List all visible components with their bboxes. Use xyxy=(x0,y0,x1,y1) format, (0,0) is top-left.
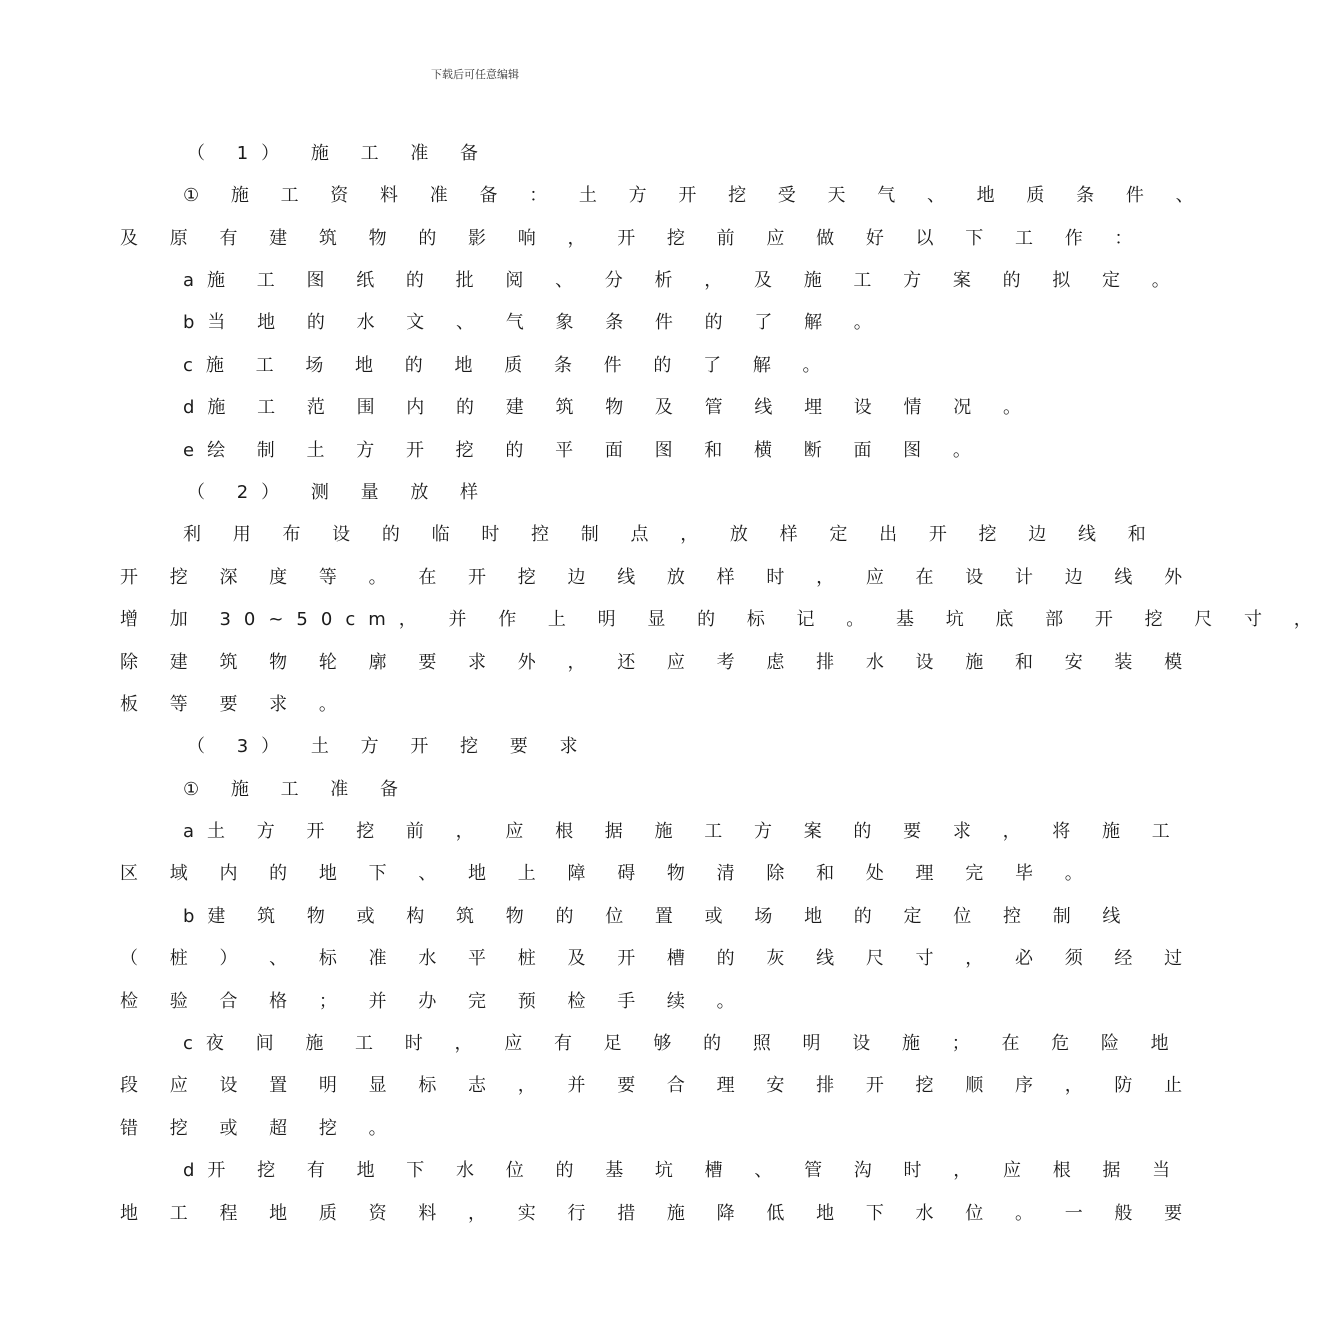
paragraph-line: 段 应 设 置 明 显 标 志 ， 并 要 合 理 安 排 开 挖 顺 序 ， 防 止 xyxy=(120,1075,1196,1096)
subsection-heading: ① 施 工 准 备 xyxy=(183,779,412,800)
paragraph-line: b建 筑 物 或 构 筑 物 的 位 置 或 场 地 的 定 位 控 制 线 xyxy=(183,906,1134,927)
paragraph-line: 区 域 内 的 地 下 、 地 上 障 碍 物 清 除 和 处 理 完 毕 。 xyxy=(120,863,1096,884)
list-item: e绘 制 土 方 开 挖 的 平 面 图 和 横 断 面 图 。 xyxy=(183,440,984,461)
paragraph-line: 除 建 筑 物 轮 廓 要 求 外 ， 还 应 考 虑 排 水 设 施 和 安 装 模 xyxy=(120,652,1196,673)
section-heading-2: （ 2） 测 量 放 样 xyxy=(187,482,492,503)
list-item: d施 工 范 围 内 的 建 筑 物 及 管 线 埋 设 情 况 。 xyxy=(183,397,1034,418)
paragraph-line: 及 原 有 建 筑 物 的 影 响 ， 开 挖 前 应 做 好 以 下 工 作 ： xyxy=(120,228,1146,249)
page-header: 下载后可任意编辑 xyxy=(431,68,519,81)
paragraph-line: 地 工 程 地 质 资 料 ， 实 行 措 施 降 低 地 下 水 位 。 一 般 要 xyxy=(120,1203,1196,1224)
paragraph-line: 错 挖 或 超 挖 。 xyxy=(120,1118,400,1139)
paragraph-line: （ 桩 ） 、 标 准 水 平 桩 及 开 槽 的 灰 线 尺 寸 ， 必 须 经 过 xyxy=(120,948,1196,969)
paragraph-line: 检 验 合 格 ； 并 办 完 预 检 手 续 。 xyxy=(120,991,748,1012)
paragraph-line: 增 加 30~50cm， 并 作 上 明 显 的 标 记 。 基 坑 底 部 开 挖 尺 寸 ， xyxy=(120,609,1325,630)
section-heading-1: （ 1） 施 工 准 备 xyxy=(187,143,492,164)
paragraph-line: 板 等 要 求 。 xyxy=(120,694,350,715)
paragraph-line: d开 挖 有 地 下 水 位 的 基 坑 槽 、 管 沟 时 ， 应 根 据 当 xyxy=(183,1160,1184,1181)
paragraph-line: c夜 间 施 工 时 ， 应 有 足 够 的 照 明 设 施 ； 在 危 险 地 xyxy=(183,1033,1182,1054)
paragraph-line: 利 用 布 设 的 临 时 控 制 点 ， 放 样 定 出 开 挖 边 线 和 xyxy=(183,524,1159,545)
list-item: b当 地 的 水 文 、 气 象 条 件 的 了 解 。 xyxy=(183,312,885,333)
list-item: a施 工 图 纸 的 批 阅 、 分 析 ， 及 施 工 方 案 的 拟 定 。 xyxy=(183,270,1183,291)
paragraph-line: 开 挖 深 度 等 。 在 开 挖 边 线 放 样 时 ， 应 在 设 计 边 线 外 xyxy=(120,567,1196,588)
paragraph-line: ① 施 工 资 料 准 备 ： 土 方 开 挖 受 天 气 、 地 质 条 件 、 xyxy=(183,185,1207,206)
paragraph-line: a土 方 开 挖 前 ， 应 根 据 施 工 方 案 的 要 求 ， 将 施 工 xyxy=(183,821,1183,842)
list-item: c施 工 场 地 的 地 质 条 件 的 了 解 。 xyxy=(183,355,834,376)
section-heading-3: （ 3） 土 方 开 挖 要 求 xyxy=(187,736,591,757)
